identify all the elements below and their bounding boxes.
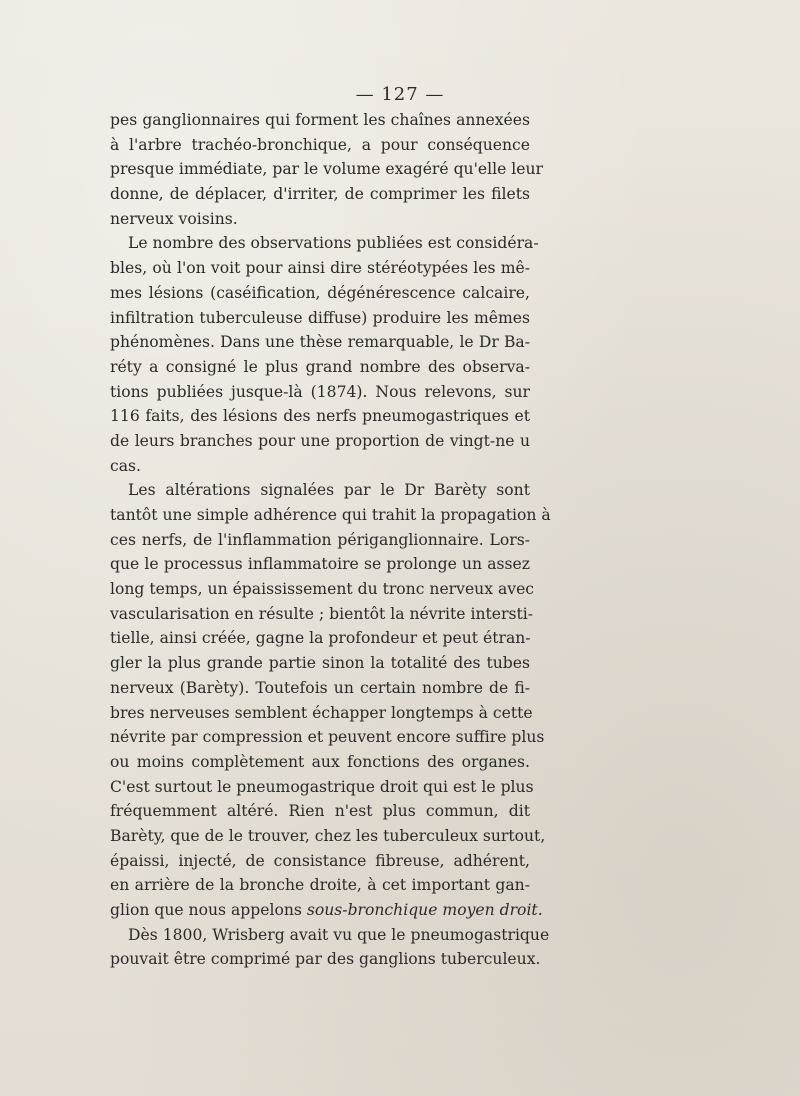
text-line: mes lésions (caséification, dégénérescence calcaire,	[110, 283, 530, 302]
text-line: Les altérations signalées par le Dr Barèty sont	[128, 481, 530, 500]
text-line: cas.	[110, 456, 141, 475]
text-line: bres nerveuses semblent échapper longtemps à cette	[110, 703, 533, 722]
text-line: réty a consigné le plus grand nombre des observa-	[110, 357, 530, 376]
text-line: ces nerfs, de l'inflammation périganglionnaire. Lors-	[110, 530, 530, 549]
text-line: névrite par compression et peuvent encore suffire plus	[110, 728, 545, 747]
paragraph-4	[110, 923, 550, 972]
text-line: tions publiées jusque-là (1874). Nous relevons, sur	[110, 382, 530, 401]
body-text	[110, 108, 551, 972]
text-line: Le nombre des observations publiées est considéra-	[128, 234, 539, 253]
text-line: gler la plus grande partie sinon la totalité des tubes	[110, 654, 530, 673]
text-line: fréquemment altéré. Rien n'est plus commun, dit	[110, 802, 530, 821]
text-line: à l'arbre trachéo-bronchique, a pour conséquence	[110, 135, 530, 154]
text-line: de leurs branches pour une proportion de vingt-ne u	[110, 431, 530, 450]
text-line: C'est surtout le pneumogastrique droit qui est le plus	[110, 777, 534, 796]
page-number: — 127 —	[355, 84, 445, 105]
text-line: Barèty, que de le trouver, chez les tuberculeux surtout,	[110, 826, 546, 845]
text-line: bles, où l'on voit pour ainsi dire stéréotypées les mê-	[110, 259, 530, 278]
text-line: long temps, un épaississement du tronc nerveux avec	[110, 580, 535, 599]
paragraph-2	[110, 231, 539, 478]
text-line: presque immédiate, par le volume exagéré qu'elle leur	[110, 160, 543, 179]
text-line: pouvait être comprimé par des ganglions tuberculeux.	[110, 950, 541, 969]
paragraph-3	[110, 478, 551, 922]
text-line: phénomènes. Dans une thèse remarquable, le Dr Ba-	[110, 333, 530, 352]
text-line: donne, de déplacer, d'irriter, de comprimer les filets	[110, 185, 530, 204]
text-line: infiltration tuberculeuse diffuse) produire les mêmes	[110, 308, 530, 327]
italic-term: sous-bronchique moyen droit.	[306, 901, 543, 919]
text-line: en arrière de la bronche droite, à cet important gan-	[110, 876, 530, 895]
text-line: que le processus inflammatoire se prolonge un assez	[110, 555, 530, 574]
text-line: 116 faits, des lésions des nerfs pneumogastriques et	[110, 407, 530, 426]
text-line	[110, 898, 543, 923]
text-span: glion que nous appelons	[110, 901, 307, 919]
paragraph-1	[110, 108, 543, 231]
text-line: pes ganglionnaires qui forment les chaînes annexées	[110, 111, 530, 129]
text-line: tielle, ainsi créée, gagne la profondeur et peut étran-	[110, 629, 531, 648]
text-line: ou moins complètement aux fonctions des organes.	[110, 752, 530, 771]
text-line: nerveux (Barèty). Toutefois un certain nombre de fi-	[110, 678, 530, 697]
text-line: Dès 1800, Wrisberg avait vu que le pneumogastrique	[128, 925, 550, 944]
text-line: vascularisation en résulte ; bientôt la névrite intersti-	[110, 604, 533, 623]
text-line: nerveux voisins.	[110, 209, 238, 228]
text-line: tantôt une simple adhérence qui trahit la propagation à	[110, 506, 551, 524]
text-line: épaissi, injecté, de consistance fibreuse, adhérent,	[110, 851, 530, 870]
